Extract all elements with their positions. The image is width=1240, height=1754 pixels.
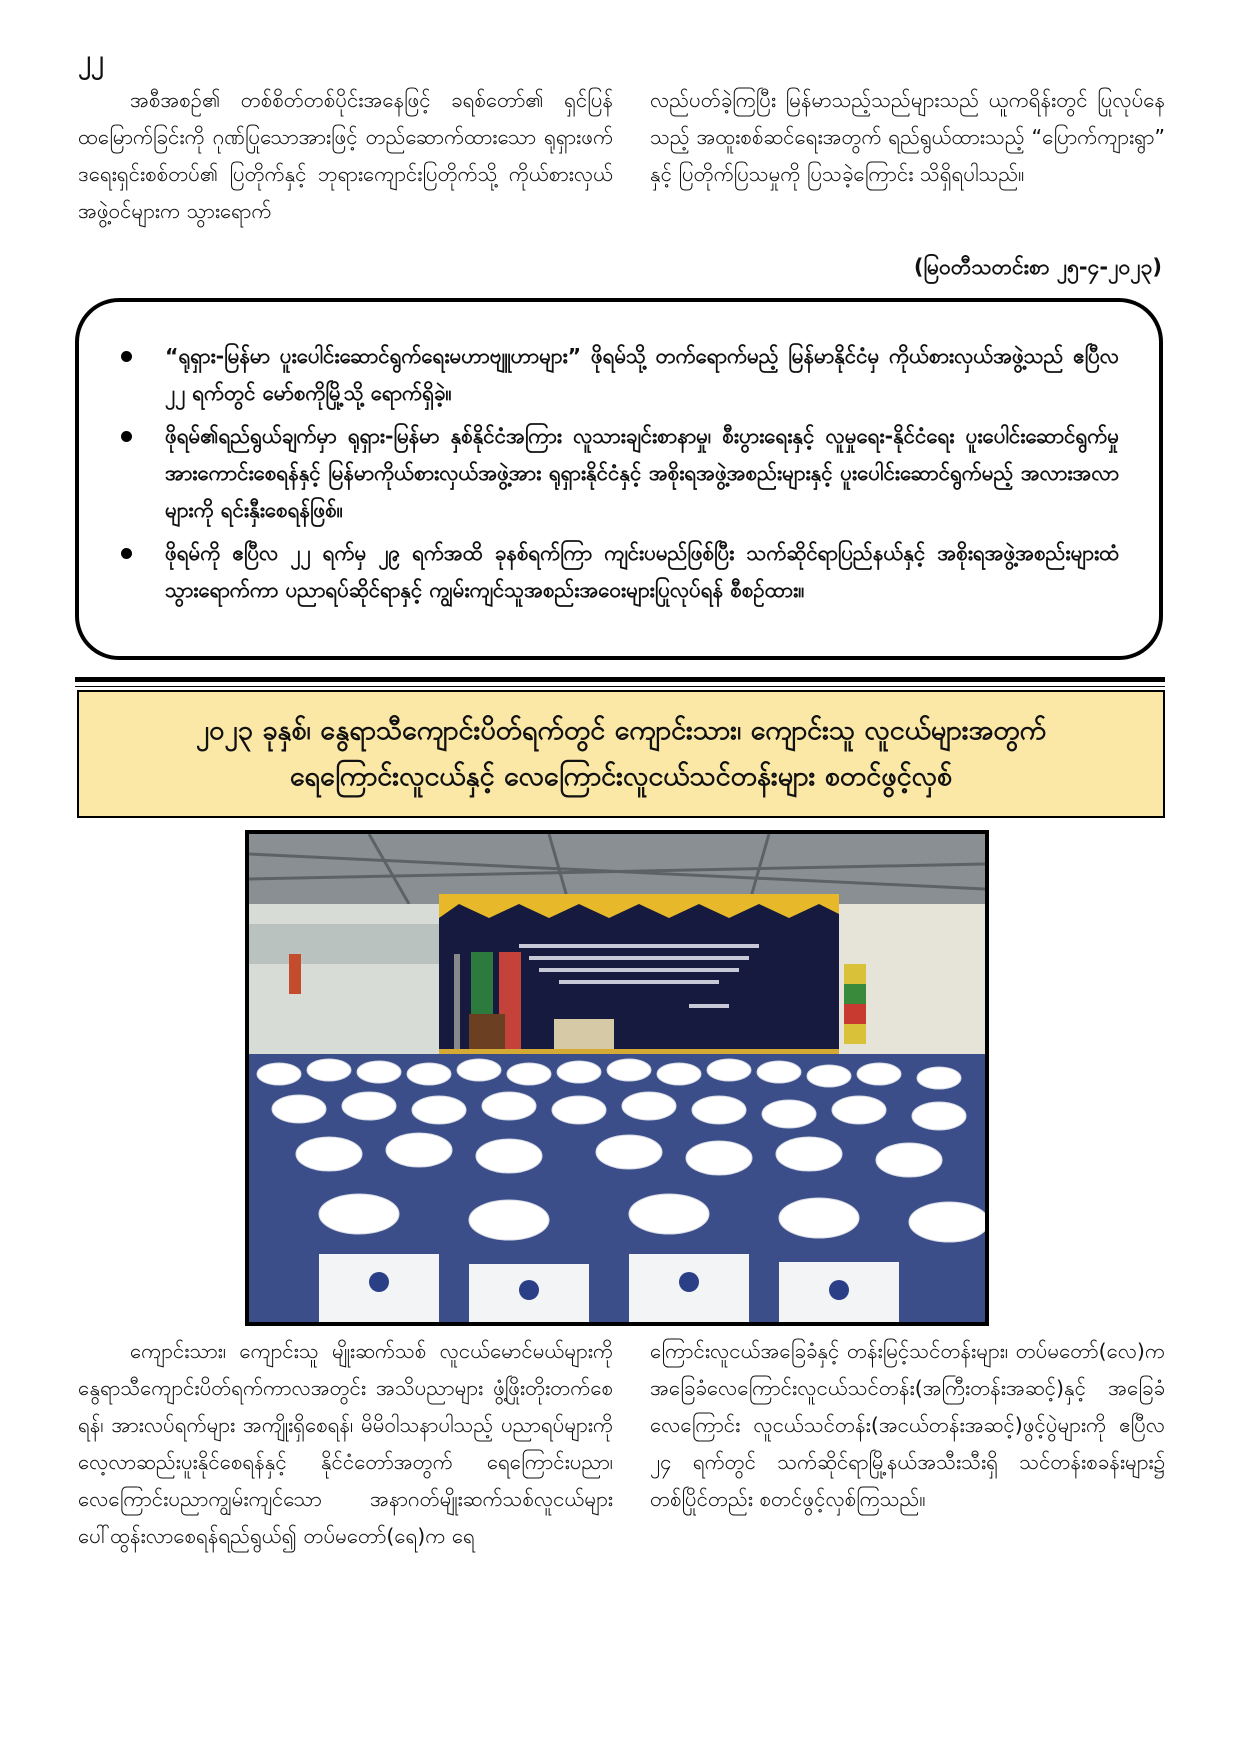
bullet-icon: [121, 351, 132, 362]
page-number: ၂၂: [78, 45, 104, 75]
article-source: (မြဝတီသတင်းစာ ၂၅-၄-၂၀၂၃): [913, 255, 1162, 279]
article-paragraph: ကြောင်းလူငယ်အခြေခံနှင့် တန်းမြင့်သင်တန်းများ၊ တပ်မတော်(လေ)က အခြေခံလေကြောင်းလူငယ်သင်တန်း(အကြီးတန်းအဆင့်)နှင့် အခြေခံလေကြောင်း လူငယ်သင်တန်း(အငယ်တန်းအဆင့်)ဖွင့်ပွဲများကို ဧပြီလ ၂၄ ရက်တွင် သက်ဆိုင်ရာမြို့နယ်အသီးသီးရှိ သင်တန်းစခန်းများ၌ တစ်ပြိုင်တည်း စတင်ဖွင့်လှစ်ကြသည်။: [650, 1339, 1165, 1511]
section-divider-thin: [75, 686, 1165, 687]
section-divider: [75, 677, 1165, 682]
bullet-icon: [121, 548, 132, 559]
bottom-article-right-column: [650, 1333, 1165, 1518]
top-article-right-column: [650, 82, 1165, 193]
article-paragraph: အစီအစဉ်၏ တစ်စိတ်တစ်ပိုင်းအနေဖြင့် ခရစ်တော်၏ ရှင်ပြန်ထမြောက်ခြင်းကို ဂုဏ်ပြုသောအားဖြင့် တည်ဆောက်ထားသော ရုရှားဖက်ဒရေးရှင်းစစ်တပ်၏ ပြတိုက်နှင့် ဘုရားကျောင်းပြတိုက်သို့ ကိုယ်စားလှယ်အဖွဲ့ဝင်များက သွားရောက်: [78, 88, 613, 223]
summary-item: [119, 418, 1119, 529]
summary-text: ဖိုရမ်ကို ဧပြီလ ၂၂ ရက်မှ ၂၉ ရက်အထိ ခုနစ်ရက်ကြာ ကျင်းပမည်ဖြစ်ပြီး သက်ဆိုင်ရာပြည်နယ်နှင့် အစိုးရအဖွဲ့အစည်းများထံ သွားရောက်ကာ ပညာရပ်ဆိုင်ရာနှင့် ကျွမ်းကျင်သူအစည်းအဝေးများပြုလုပ်ရန် စီစဉ်ထား။: [165, 541, 1119, 602]
article-paragraph: ကျောင်းသား၊ ကျောင်းသူ မျိုးဆက်သစ် လူငယ်မောင်မယ်များကို နွေရာသီကျောင်းပိတ်ရက်ကာလအတွင်း အသိပညာများ ဖွံ့ဖြိုးတိုးတက်စေရန်၊ အားလပ်ရက်များ အကျိုးရှိစေရန်၊ မိမိဝါသနာပါသည့် ပညာရပ်များကို လေ့လာဆည်းပူးနိုင်စေရန်နှင့် နိုင်ငံတော်အတွက် ရေကြောင်းပညာ၊ လေကြောင်းပညာကျွမ်းကျင်သော အနာဂတ်မျိုးဆက်သစ်လူငယ်များ ပေါ်ထွန်းလာစေရန်ရည်ရွယ်၍ တပ်မတော်(ရေ)က ရေ: [78, 1339, 613, 1548]
ceremony-photo: [245, 830, 989, 1326]
bullet-icon: [121, 431, 132, 442]
article-paragraph: လည်ပတ်ခဲ့ကြပြီး မြန်မာသည့်သည်များသည် ယူကရိန်းတွင် ပြုလုပ်နေသည့် အထူးစစ်ဆင်ရေးအတွက် ရည်ရွယ်ထားသည့် “ပြောက်ကျားရွာ” နှင့် ပြတိုက်ပြသမှုကို ပြသခဲ့ကြောင်း သိရှိရပါသည်။: [650, 88, 1165, 186]
summary-text: ဖိုရမ်၏ရည်ရွယ်ချက်မှာ ရုရှား-မြန်မာ နှစ်နိုင်ငံအကြား လူသားချင်းစာနာမှု၊ စီးပွားရေးနှင့် လူမှုရေး-နိုင်ငံရေး ပူးပေါင်းဆောင်ရွက်မှု အားကောင်းစေရန်နှင့် မြန်မာကိုယ်စားလှယ်အဖွဲ့အား ရုရှားနိုင်ငံနှင့် အစိုးရအဖွဲ့အစည်းများနှင့် ပူးပေါင်းဆောင်ရွက်မည့် အလားအလာများကို ရင်းနှီးစေရန်ဖြစ်။: [165, 424, 1119, 522]
summary-item: [119, 338, 1119, 412]
summary-item: [119, 535, 1119, 609]
top-article-left-column: [78, 82, 613, 230]
bottom-article-left-column: [78, 1333, 613, 1555]
headline-line-2: ရေကြောင်းလူငယ်နှင့် လေကြောင်းလူငယ်သင်တန်းများ စတင်ဖွင့်လှစ်: [289, 761, 953, 792]
headline-line-1: ၂၀၂၃ ခုနှစ်၊ နွေရာသီကျောင်းပိတ်ရက်တွင် ကျောင်းသား၊ ကျောင်းသူ လူငယ်များအတွက်: [195, 715, 1047, 746]
summary-box: [75, 298, 1163, 660]
summary-text: “ရုရှား-မြန်မာ ပူးပေါင်းဆောင်ရွက်ရေးမဟာဗျူဟာများ” ဖိုရမ်သို့ တက်ရောက်မည့် မြန်မာနိုင်ငံမှ ကိုယ်စားလှယ်အဖွဲ့သည် ဧပြီလ ၂၂ ရက်တွင် မော်စကိုမြို့သို့ ရောက်ရှိခဲ့။: [165, 344, 1119, 405]
headline-banner: [77, 690, 1165, 818]
